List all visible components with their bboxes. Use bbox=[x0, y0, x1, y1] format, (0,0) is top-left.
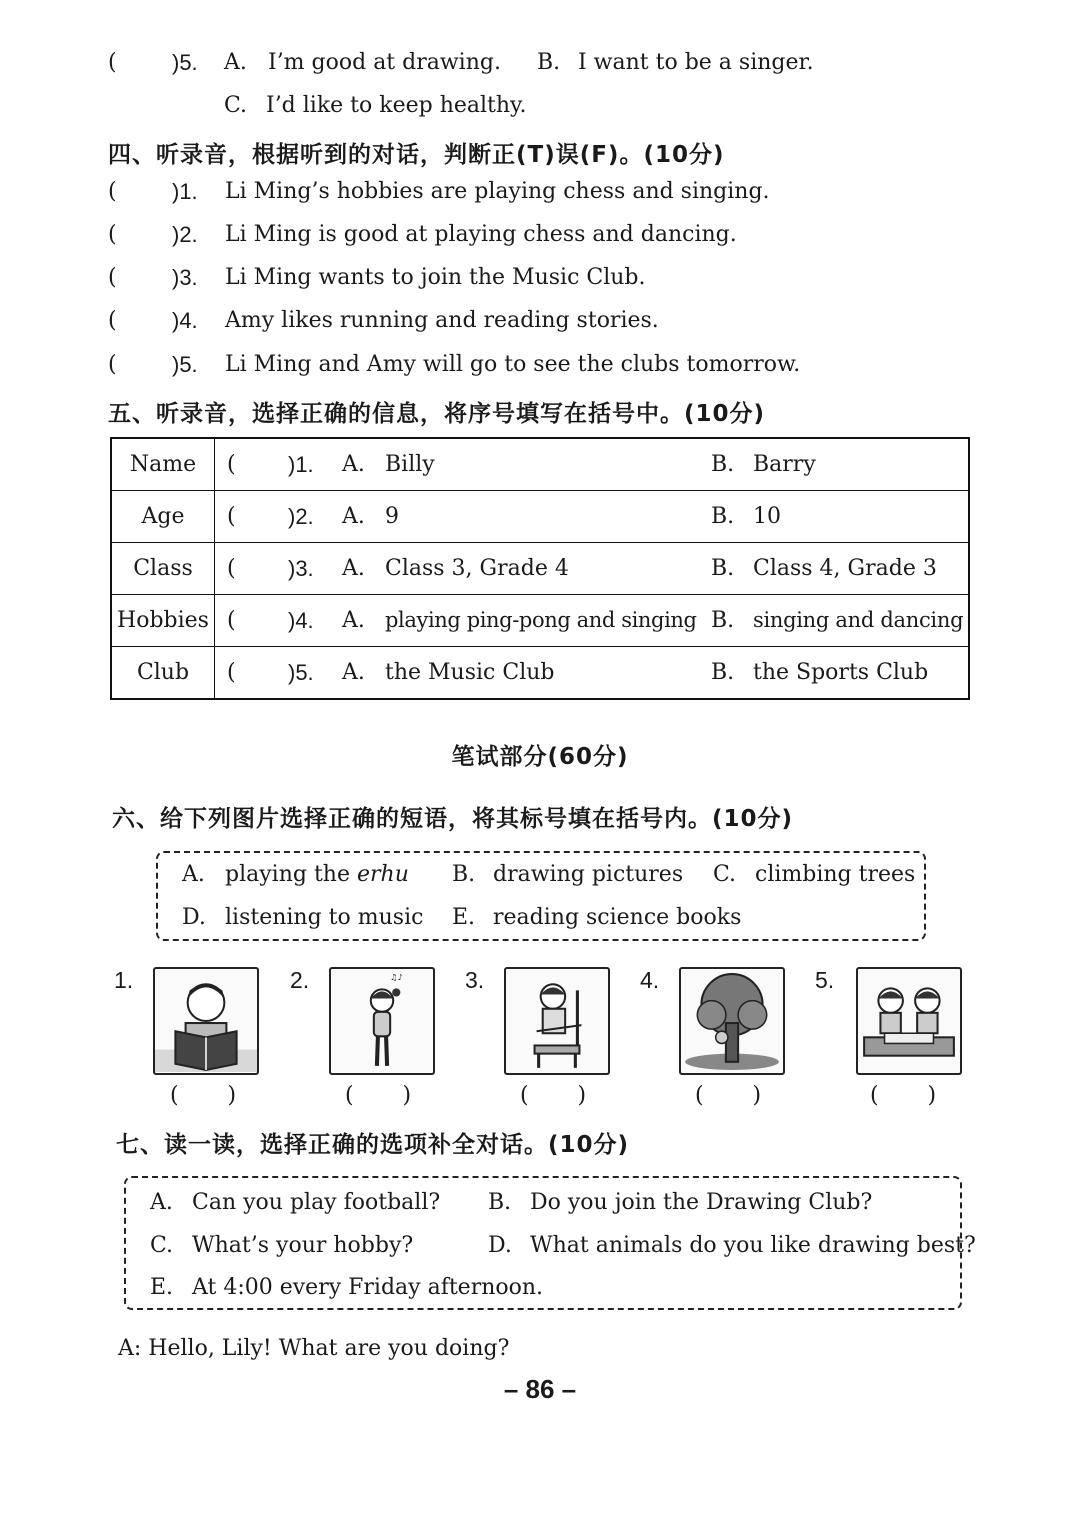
option-label: D. bbox=[488, 1233, 512, 1258]
option-text: At 4:00 every Friday afternoon. bbox=[192, 1275, 544, 1300]
monkey-climbing-tree-icon bbox=[679, 967, 785, 1075]
answer-paren[interactable]: ( bbox=[227, 556, 236, 581]
statement-text: Amy likes running and reading stories. bbox=[225, 308, 659, 333]
option-a-text: I’m good at drawing. bbox=[268, 50, 501, 75]
option-b-label: B. bbox=[711, 660, 735, 685]
row-label: Class bbox=[111, 543, 215, 595]
row-body bbox=[215, 491, 970, 543]
option-b-label: B. bbox=[711, 556, 735, 581]
phrase-label: B. bbox=[452, 862, 476, 887]
option-a-label: A. bbox=[342, 660, 365, 685]
picture-number: 3. bbox=[465, 967, 485, 993]
option-a-label: A. bbox=[342, 556, 365, 581]
phrase-text: drawing pictures bbox=[493, 862, 684, 887]
answer-paren[interactable]: ( bbox=[108, 50, 117, 75]
option-c-label: C. bbox=[224, 93, 248, 118]
statement-text: Li Ming is good at playing chess and dancing. bbox=[225, 222, 737, 247]
answer-paren[interactable]: ( bbox=[108, 352, 117, 377]
table-row bbox=[111, 491, 969, 543]
option-a-label: A. bbox=[342, 504, 365, 529]
phrase-text: reading science books bbox=[493, 905, 742, 930]
option-b-text: singing and dancing bbox=[753, 608, 964, 632]
question-number: )5. bbox=[288, 660, 314, 685]
option-b-text: 10 bbox=[753, 504, 781, 529]
statement-text: Li Ming and Amy will go to see the clubs tomorrow. bbox=[225, 352, 801, 377]
option-label: E. bbox=[150, 1275, 174, 1300]
page-number: – 86 – bbox=[503, 1374, 577, 1404]
section-5-title: 五、听录音，选择正确的信息，将序号填写在括号中。(10分) bbox=[108, 401, 766, 427]
answer-paren[interactable]: ( ) bbox=[695, 1083, 762, 1108]
option-a-label: A. bbox=[342, 608, 365, 633]
answer-paren[interactable]: ( ) bbox=[870, 1083, 937, 1108]
option-b-label: B. bbox=[537, 50, 561, 75]
option-label: A. bbox=[150, 1190, 173, 1215]
phrase-text: listening to music bbox=[225, 905, 424, 930]
question-number: )3. bbox=[288, 556, 314, 581]
question-number: )5. bbox=[172, 50, 198, 75]
picture-number: 1. bbox=[114, 967, 134, 993]
option-label: B. bbox=[488, 1190, 512, 1215]
row-body bbox=[215, 647, 970, 700]
option-b-label: B. bbox=[711, 608, 735, 633]
option-a-text: Billy bbox=[385, 452, 435, 477]
option-text: Can you play football? bbox=[192, 1190, 441, 1215]
row-label: Name bbox=[111, 438, 215, 491]
option-a-text: Class 3, Grade 4 bbox=[385, 556, 569, 581]
option-box bbox=[124, 1176, 976, 1310]
statement-text: Li Ming wants to join the Music Club. bbox=[225, 265, 646, 290]
row-body bbox=[215, 438, 970, 491]
row-body bbox=[215, 595, 970, 647]
phrase-text-italic: erhu bbox=[356, 862, 409, 887]
table-row bbox=[111, 543, 969, 595]
row-label: Hobbies bbox=[111, 595, 215, 647]
section-4-title: 四、听录音，根据听到的对话，判断正(T)误(F)。(10分) bbox=[108, 142, 725, 168]
option-c-text: I’d like to keep healthy. bbox=[266, 93, 527, 118]
row-label: Club bbox=[111, 647, 215, 700]
phrase-text: climbing trees bbox=[755, 862, 916, 887]
answer-paren[interactable]: ( ) bbox=[520, 1083, 587, 1108]
option-b-text: the Sports Club bbox=[753, 660, 929, 685]
table-row bbox=[111, 438, 969, 491]
row-label: Age bbox=[111, 491, 215, 543]
option-a-text: the Music Club bbox=[385, 660, 555, 685]
option-b-label: B. bbox=[711, 504, 735, 529]
answer-paren[interactable]: ( bbox=[227, 504, 236, 529]
phrase-label: C. bbox=[713, 862, 737, 887]
phrase-label: E. bbox=[452, 905, 476, 930]
answer-paren[interactable]: ( ) bbox=[170, 1083, 237, 1108]
option-text: What animals do you like drawing best? bbox=[530, 1233, 976, 1258]
option-b-text: Class 4, Grade 3 bbox=[753, 556, 937, 581]
option-a-label: A. bbox=[342, 452, 365, 477]
table-row bbox=[111, 647, 969, 700]
question-number: )4. bbox=[172, 308, 198, 333]
phrase-text bbox=[225, 862, 409, 887]
question-number: )5. bbox=[172, 352, 198, 377]
boy-reading-book-icon bbox=[153, 967, 259, 1075]
question-number: )4. bbox=[288, 608, 314, 633]
option-b-text: Barry bbox=[753, 452, 816, 477]
phrase-label: A. bbox=[182, 862, 205, 887]
picture-number: 5. bbox=[815, 967, 835, 993]
picture-number: 4. bbox=[640, 967, 660, 993]
option-a-text: 9 bbox=[385, 504, 399, 529]
option-b-label: B. bbox=[711, 452, 735, 477]
question-number: )1. bbox=[172, 179, 198, 204]
answer-paren[interactable]: ( bbox=[227, 452, 236, 477]
question-number: )2. bbox=[172, 222, 198, 247]
girl-listening-music-icon bbox=[329, 967, 435, 1075]
statement-text: Li Ming’s hobbies are playing chess and singing. bbox=[225, 179, 770, 204]
option-label: C. bbox=[150, 1233, 174, 1258]
answer-paren[interactable]: ( bbox=[108, 222, 117, 247]
phrase-text-main: playing the bbox=[225, 862, 350, 887]
phrase-box bbox=[156, 851, 926, 941]
picture-number: 2. bbox=[290, 967, 310, 993]
question-number: )3. bbox=[172, 265, 198, 290]
question-number: )2. bbox=[288, 504, 314, 529]
option-a-label: A. bbox=[224, 50, 247, 75]
answer-paren[interactable]: ( bbox=[108, 179, 117, 204]
row-body bbox=[215, 543, 970, 595]
written-part-header: 笔试部分(60分) bbox=[451, 744, 629, 770]
svg-text:♫♪: ♫♪ bbox=[390, 972, 403, 983]
option-text: Do you join the Drawing Club? bbox=[530, 1190, 873, 1215]
boy-playing-erhu-icon bbox=[504, 967, 610, 1075]
info-table bbox=[110, 437, 970, 700]
option-a-text: playing ping-pong and singing bbox=[385, 608, 697, 632]
answer-paren[interactable]: ( bbox=[227, 608, 236, 633]
option-b-text: I want to be a singer. bbox=[578, 50, 814, 75]
phrase-label: D. bbox=[182, 905, 206, 930]
answer-paren[interactable]: ( bbox=[227, 660, 236, 685]
answer-paren[interactable]: ( bbox=[108, 308, 117, 333]
answer-paren[interactable]: ( bbox=[108, 265, 117, 290]
section-6-title: 六、给下列图片选择正确的短语，将其标号填在括号内。(10分) bbox=[112, 806, 794, 832]
question-number: )1. bbox=[288, 452, 314, 477]
table-row bbox=[111, 595, 969, 647]
dialogue-line: A: Hello, Lily! What are you doing? bbox=[118, 1336, 510, 1361]
option-text: What’s your hobby? bbox=[192, 1233, 414, 1258]
section-7-title: 七、读一读，选择正确的选项补全对话。(10分) bbox=[116, 1132, 630, 1158]
kids-drawing-pictures-icon bbox=[856, 967, 962, 1075]
answer-paren[interactable]: ( ) bbox=[345, 1083, 412, 1108]
